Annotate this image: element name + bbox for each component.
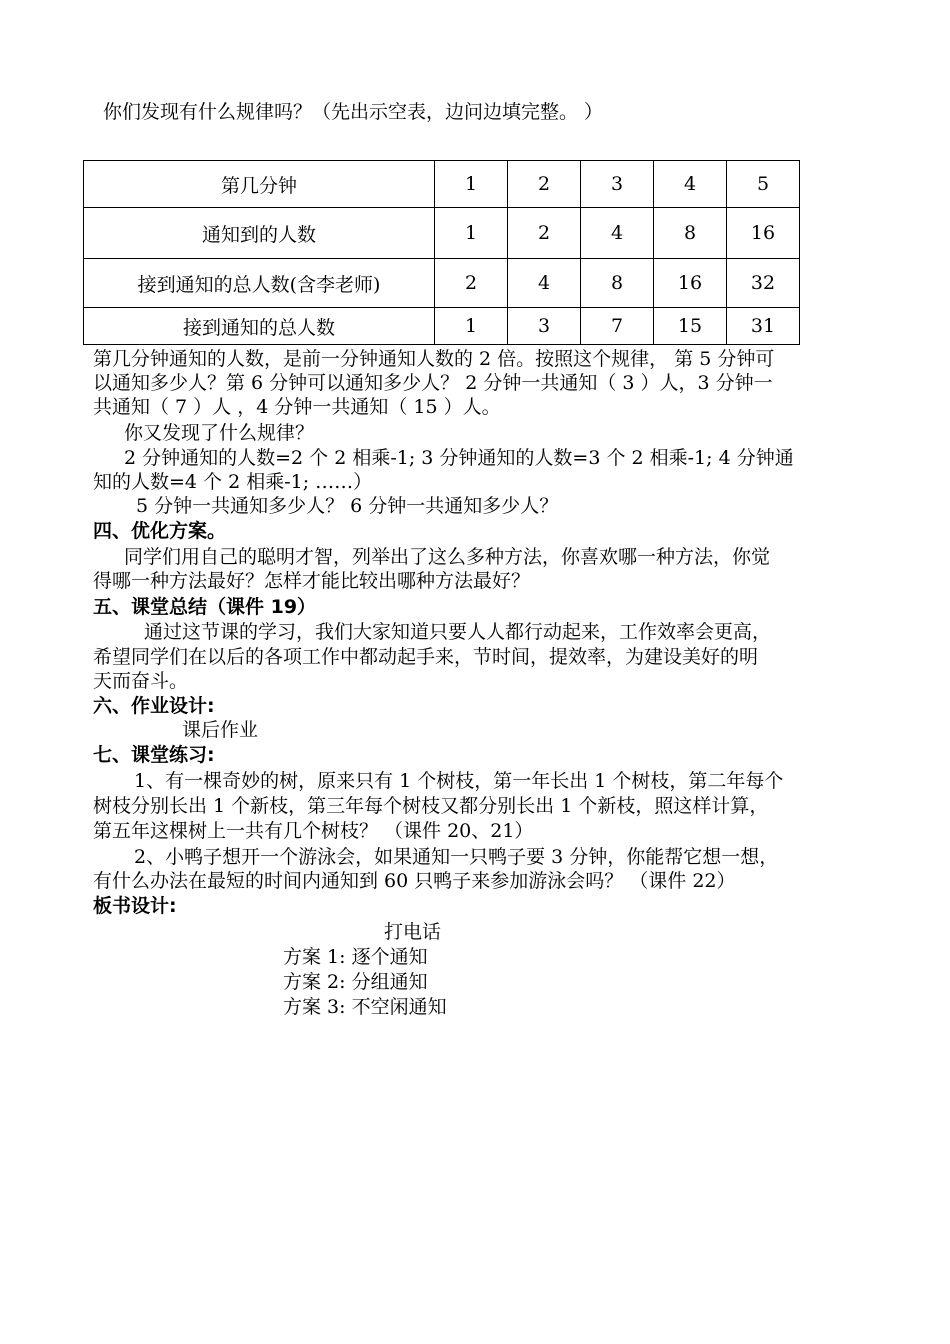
section-heading: 七、课堂练习: <box>93 744 215 766</box>
row-label: 接到通知的总人数(含李老师) <box>84 259 435 308</box>
section-heading: 五、课堂总结（课件 19） <box>93 596 317 618</box>
table-cell: 8 <box>581 259 654 308</box>
table-cell: 1 <box>435 161 508 208</box>
intro-text: 你们发现有什么规律吗？（先出示空表，边问边填完整。 ） <box>103 101 604 123</box>
table-cell: 1 <box>435 308 508 345</box>
row-label: 通知到的人数 <box>84 208 435 259</box>
body-text: 同学们用自己的聪明才智，列举出了这么多种方法，你喜欢哪一种方法，你觉 <box>124 546 771 568</box>
table-cell: 3 <box>508 308 581 345</box>
table-cell: 15 <box>654 308 727 345</box>
body-text: 得哪一种方法最好？怎样才能比较出哪种方法最好？ <box>93 570 531 592</box>
body-text: 第五年这棵树上一共有几个树枝？ （课件 20、21） <box>93 820 534 842</box>
body-text: 共通知（ 7 ）人 ，4 分钟一共通知（ 15 ）人。 <box>93 396 501 418</box>
table-cell: 4 <box>654 161 727 208</box>
notification-table <box>83 160 800 345</box>
row-label: 接到通知的总人数 <box>84 308 435 345</box>
body-text: 有什么办法在最短的时间内通知到 60 只鸭子来参加游泳会吗？ （课件 22） <box>93 870 736 892</box>
body-text: 1、有一棵奇妙的树，原来只有 1 个树枝，第一年长出 1 个树枝，第二年每个 <box>134 770 784 792</box>
table-cell: 7 <box>581 308 654 345</box>
table-cell: 3 <box>581 161 654 208</box>
table-row <box>84 208 800 259</box>
row-label: 第几分钟 <box>84 161 435 208</box>
table-cell: 4 <box>508 259 581 308</box>
table-cell: 2 <box>435 259 508 308</box>
body-text: 天而奋斗。 <box>93 670 189 692</box>
section-heading: 四、优化方案。 <box>93 520 227 542</box>
section-heading: 板书设计: <box>93 895 177 917</box>
body-text: 5 分钟一共通知多少人？ 6 分钟一共通知多少人？ <box>136 495 559 517</box>
body-text: 树枝分别长出 1 个新枝，第三年每个树枝又都分别长出 1 个新枝，照这样计算， <box>93 795 769 817</box>
board-title: 打电话 <box>384 921 442 943</box>
table-cell: 5 <box>727 161 800 208</box>
table-cell: 4 <box>581 208 654 259</box>
body-text: 你又发现了什么规律？ <box>124 422 315 444</box>
table-row <box>84 308 800 345</box>
body-text: 通过这节课的学习，我们大家知道只要人人都行动起来，工作效率会更高， <box>144 621 772 643</box>
table-cell: 32 <box>727 259 800 308</box>
table-cell: 2 <box>508 208 581 259</box>
table-row <box>84 161 800 208</box>
body-text: 课后作业 <box>182 719 259 741</box>
board-item: 方案 3: 不空闲通知 <box>283 996 447 1018</box>
table-cell: 16 <box>727 208 800 259</box>
table-cell: 31 <box>727 308 800 345</box>
body-text: 知的人数=4 个 2 相乘-1; ……） <box>93 471 373 493</box>
body-text: 2 分钟通知的人数=2 个 2 相乘-1; 3 分钟通知的人数=3 个 2 相乘-1; 4 分钟通 <box>124 447 794 469</box>
table-row <box>84 259 800 308</box>
board-item: 方案 2: 分组通知 <box>283 971 428 993</box>
body-text: 希望同学们在以后的各项工作中都动起手来，节时间，提效率，为建设美好的明 <box>93 646 759 668</box>
table-cell: 1 <box>435 208 508 259</box>
body-text: 第几分钟通知的人数，是前一分钟通知人数的 2 倍。按照这个规律， 第 5 分钟可 <box>93 348 775 370</box>
table-cell: 16 <box>654 259 727 308</box>
table-cell: 8 <box>654 208 727 259</box>
table-cell: 2 <box>508 161 581 208</box>
section-heading: 六、作业设计: <box>93 695 215 717</box>
board-item: 方案 1: 逐个通知 <box>283 946 428 968</box>
body-text: 2、小鸭子想开一个游泳会，如果通知一只鸭子要 3 分钟，你能帮它想一想， <box>134 846 779 868</box>
body-text: 以通知多少人？第 6 分钟可以通知多少人？ 2 分钟一共通知（ 3 ）人，3 分钟一 <box>93 372 773 394</box>
